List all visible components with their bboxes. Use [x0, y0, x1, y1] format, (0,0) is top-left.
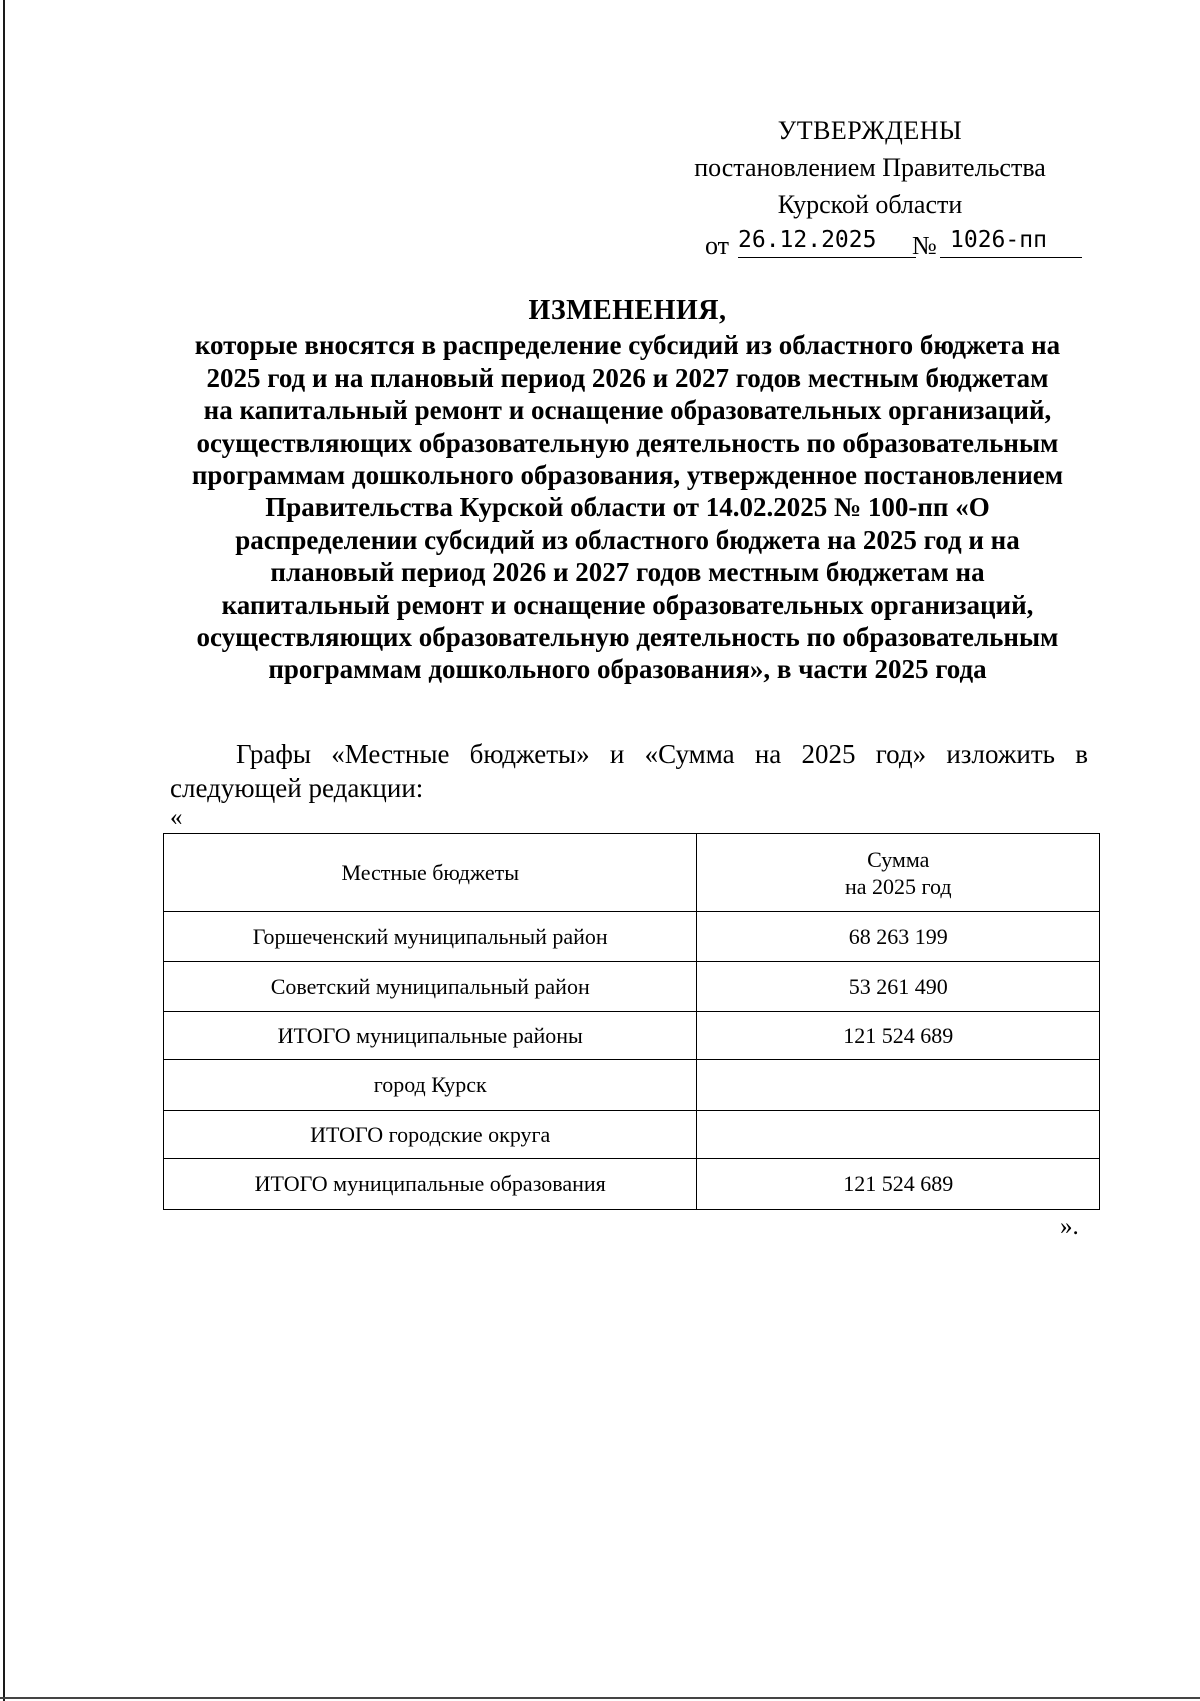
approval-line-resolution: постановлением Правительства	[694, 153, 1046, 182]
header-amount-line-2: на 2025 год	[844, 873, 952, 899]
scan-edge-left	[3, 0, 5, 1701]
close-quote-mark: ».	[1060, 1213, 1079, 1240]
approval-number: 1026-пп	[940, 223, 1082, 258]
row-budget-name: Советский муниципальный район	[164, 962, 697, 1012]
row-amount	[697, 1111, 1100, 1159]
approval-number-line	[660, 223, 1080, 260]
table-row	[164, 1012, 1100, 1060]
approval-line-region: Курской области	[777, 190, 963, 219]
heading-line: распределении субсидий из областного бюджета на 2025 год и на	[235, 524, 1020, 555]
row-budget-name: ИТОГО муниципальные образования	[164, 1159, 697, 1210]
heading-line: 2025 год и на плановый период 2026 и 2027 годов местным бюджетам	[206, 362, 1049, 393]
heading-title: ИЗМЕНЕНИЯ,	[528, 295, 727, 326]
table-header-row	[164, 834, 1100, 912]
open-quote-mark: «	[170, 804, 183, 831]
approval-number-label: №	[912, 231, 937, 260]
approval-date: 26.12.2025	[738, 223, 916, 258]
table-row	[164, 1060, 1100, 1111]
table-row	[164, 912, 1100, 962]
header-amount-line-1: Сумма	[867, 846, 930, 872]
row-budget-name: Горшеченский муниципальный район	[164, 912, 697, 962]
paragraph-line-2: следующей редакции:	[170, 773, 424, 803]
heading-line: на капитальный ремонт и оснащение образовательных организаций,	[203, 395, 1052, 426]
approval-from-label: от	[705, 231, 730, 260]
heading-line: которые вносятся в распределение субсидий из областного бюджета на	[194, 330, 1061, 361]
header-amount	[697, 834, 1100, 912]
row-amount: 53 261 490	[697, 962, 1100, 1012]
row-amount	[697, 1060, 1100, 1111]
body-paragraph	[170, 737, 1088, 805]
row-amount: 121 524 689	[697, 1012, 1100, 1060]
budget-table	[163, 833, 1100, 1210]
heading-line: Правительства Курской области от 14.02.2025 № 100-пп «О	[265, 492, 990, 523]
heading-line: программам дошкольного образования, утвержденное постановлением	[191, 460, 1064, 491]
row-amount: 68 263 199	[697, 912, 1100, 962]
row-budget-name: ИТОГО городские округа	[164, 1111, 697, 1159]
approval-block	[660, 112, 1080, 260]
heading-line: программам дошкольного образования», в части 2025 года	[268, 654, 987, 685]
document-heading	[160, 295, 1095, 686]
heading-line: осуществляющих образовательную деятельность по образовательным	[196, 427, 1059, 458]
scan-edge-bottom	[0, 1697, 1200, 1699]
table-row	[164, 962, 1100, 1012]
heading-line: осуществляющих образовательную деятельность по образовательным	[196, 622, 1059, 653]
paragraph-line-1: Графы «Местные бюджеты» и «Сумма на 2025 год» изложить в	[236, 739, 1088, 769]
row-amount: 121 524 689	[697, 1159, 1100, 1210]
table-row	[164, 1159, 1100, 1210]
heading-line: плановый период 2026 и 2027 годов местным бюджетам на	[270, 557, 985, 588]
approval-title: УТВЕРЖДЕНЫ	[777, 116, 963, 145]
header-local-budgets-label: Местные бюджеты	[341, 860, 520, 885]
heading-line: капитальный ремонт и оснащение образовательных организаций,	[221, 589, 1034, 620]
header-local-budgets	[164, 834, 697, 912]
table-row	[164, 1111, 1100, 1159]
row-budget-name: город Курск	[164, 1060, 697, 1111]
row-budget-name: ИТОГО муниципальные районы	[164, 1012, 697, 1060]
